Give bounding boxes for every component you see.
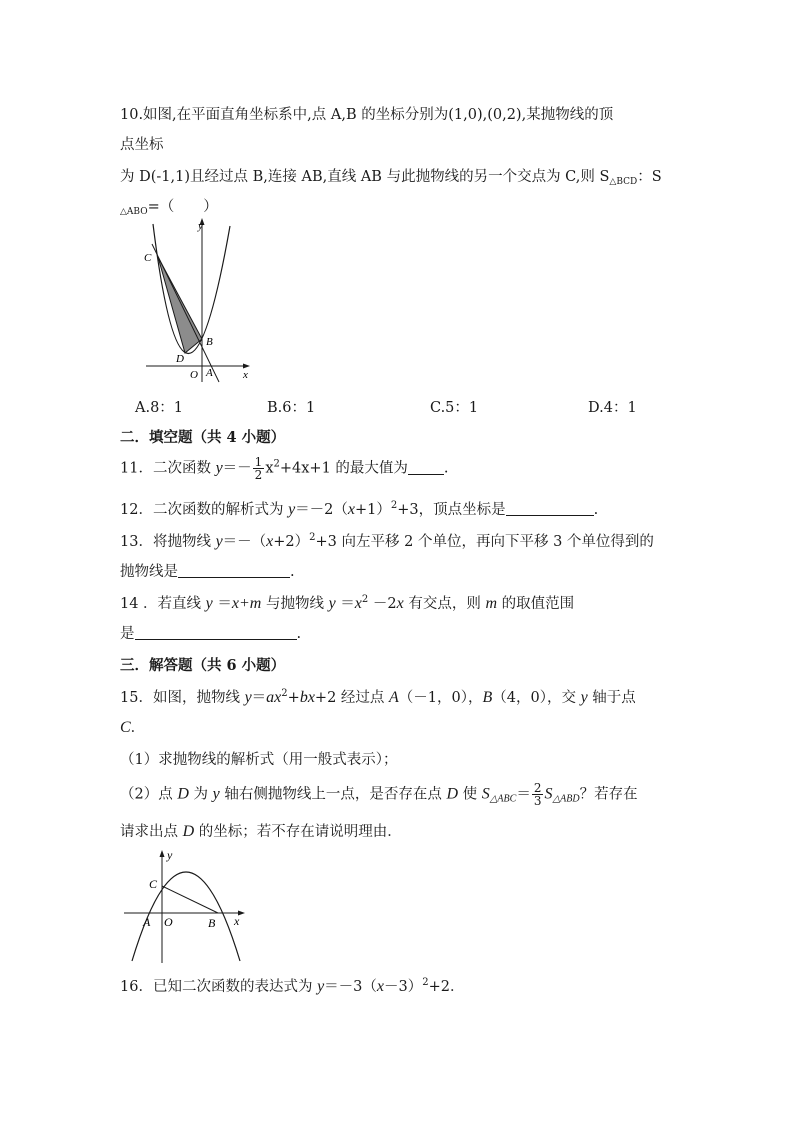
q15-point-b: B bbox=[482, 689, 493, 706]
q12-answer-blank[interactable] bbox=[506, 501, 594, 516]
q14-answer-blank[interactable] bbox=[135, 625, 297, 640]
q15-line2 bbox=[120, 716, 145, 737]
q15-num: 2 bbox=[533, 781, 542, 795]
q10-option-b[interactable]: B.6：1 bbox=[267, 400, 316, 416]
q15-fraction bbox=[532, 782, 544, 807]
q13-line2-text: 抛物线是 bbox=[120, 564, 178, 580]
q10-fig-c-label: C bbox=[144, 252, 152, 264]
q10-figure bbox=[140, 214, 258, 384]
q14-pre: 14 ．若直线 bbox=[120, 596, 206, 612]
q11-x: x bbox=[265, 460, 274, 477]
q10-fig-x-label: x bbox=[243, 369, 248, 381]
q14-xm: x+m bbox=[231, 595, 262, 612]
q12-x: x bbox=[347, 501, 356, 518]
q15-y2: y bbox=[580, 689, 588, 706]
q16-x: x bbox=[376, 978, 385, 995]
q15-b-coord: （4，0），交 bbox=[492, 690, 581, 706]
q15-p3-post: 的坐标；若不存在请说明理由． bbox=[194, 824, 402, 840]
q16-y: y bbox=[317, 978, 325, 995]
q14-y2: y bbox=[328, 595, 336, 612]
q13-exp: 2 bbox=[309, 532, 316, 543]
q10-colon: ：S bbox=[637, 169, 662, 185]
q11-fraction bbox=[253, 456, 265, 481]
q15-p2-d: ？若存在 bbox=[579, 786, 638, 803]
q13-rest2: +3 向左平移 2 个单位，再向下平移 3 个单位得到的 bbox=[315, 534, 654, 550]
q10-fig-a-label: A bbox=[206, 367, 213, 379]
q11 bbox=[120, 456, 449, 481]
q15-sub1: △ABC bbox=[489, 793, 517, 805]
q14-tail2: 有交点，则 bbox=[403, 596, 486, 612]
q14-eq2: ＝ bbox=[335, 596, 355, 612]
q14-exp: 2 bbox=[361, 594, 369, 605]
q10-fig-d-label: D bbox=[176, 353, 184, 365]
q12-period: . bbox=[593, 502, 599, 518]
q15-fig-a-label: A bbox=[143, 915, 151, 929]
q16-rest: －3） bbox=[384, 979, 423, 995]
q15-dot: ． bbox=[130, 720, 146, 736]
q15-p3-pre: 请求出点 bbox=[120, 824, 183, 840]
q15-part3 bbox=[120, 820, 402, 841]
q15-fig-x-label: x bbox=[234, 914, 240, 928]
q15-p2-c: 使 bbox=[458, 786, 482, 803]
q15-p2-b: 轴右侧抛物线上一点，是否存在点 bbox=[219, 786, 447, 803]
q11-den: 2 bbox=[254, 468, 263, 482]
q14-period: . bbox=[296, 626, 302, 642]
q14-line2-text: 是 bbox=[120, 626, 135, 642]
q15-eq: ＝ bbox=[251, 690, 267, 706]
q10-sub-abo: △ABO bbox=[120, 207, 148, 217]
q11-y: y bbox=[215, 459, 223, 477]
q15-ax: ax bbox=[266, 689, 282, 706]
q14-m: m bbox=[485, 595, 497, 612]
q14-line2 bbox=[120, 622, 301, 643]
q15-s1: S bbox=[481, 785, 490, 803]
q15-line1 bbox=[120, 686, 636, 707]
q10-sub-bcd: △BCD bbox=[609, 177, 638, 187]
q13-line2 bbox=[120, 560, 295, 581]
q16-eq: ＝－3（ bbox=[324, 979, 377, 995]
q10-fig-y-label: y bbox=[198, 220, 203, 232]
q12-pre: 12．二次函数的解析式为 bbox=[120, 502, 289, 518]
q10-option-a[interactable]: A.8：1 bbox=[135, 400, 184, 416]
q16 bbox=[120, 975, 465, 996]
q14-end: 的取值范围 bbox=[497, 596, 575, 612]
q15-eq2: ＝ bbox=[516, 786, 531, 803]
q14-x3: x bbox=[396, 595, 404, 612]
q10-line1: 10.如图,在平面直角坐标系中,点 A,B 的坐标分别为(1,0),(0,2),某抛物线的顶 bbox=[120, 107, 614, 123]
q15-den: 3 bbox=[533, 794, 542, 808]
q11-period: . bbox=[443, 460, 449, 477]
q11-eq: ＝－ bbox=[222, 460, 252, 477]
q11-exp: 2 bbox=[273, 458, 280, 470]
q12-exp: 2 bbox=[390, 500, 398, 511]
q15-fig-y-label: y bbox=[167, 848, 173, 862]
q15-y: y bbox=[244, 689, 252, 706]
q15-exp: 2 bbox=[281, 688, 288, 699]
q10-line3-text: 为 D(-1,1)且经过点 B,连接 AB,直线 AB 与此抛物线的另一个交点为 C,则 S bbox=[120, 169, 610, 185]
q13-period: . bbox=[290, 564, 295, 580]
section3-heading: 三．解答题（共 6 小题） bbox=[120, 657, 286, 674]
q15-pre: 15．如图，抛物线 bbox=[120, 690, 245, 706]
q12-rest: +1） bbox=[355, 502, 391, 518]
q10-fig-b-label: B bbox=[206, 336, 213, 348]
q15-d3: D bbox=[182, 823, 195, 840]
q13-pre: 13．将抛物线 bbox=[120, 534, 216, 550]
q14-mid: 与抛物线 bbox=[261, 596, 329, 612]
q15-plus: + bbox=[287, 690, 300, 706]
q11-answer-blank[interactable] bbox=[408, 460, 444, 475]
q15-figure bbox=[118, 845, 250, 965]
q15-fig-c-label: C bbox=[149, 877, 158, 891]
q12-rest2: +3，顶点坐标是 bbox=[397, 502, 506, 518]
q14-eq1: ＝ bbox=[212, 596, 232, 612]
q10-fig-o-label: O bbox=[190, 369, 198, 381]
q15-p2-a: 为 bbox=[188, 786, 213, 803]
q16-exp: 2 bbox=[422, 977, 429, 988]
q15-point-c: C bbox=[120, 719, 131, 736]
q11-rest: +4x+1 的最大值为 bbox=[279, 460, 408, 477]
q12-y: y bbox=[288, 501, 296, 518]
q10-option-c[interactable]: C.5：1 bbox=[430, 400, 479, 416]
q11-pre: 11．二次函数 bbox=[120, 460, 216, 477]
q16-rest2: +2． bbox=[428, 979, 465, 995]
q14-line1 bbox=[120, 592, 574, 613]
q15-d2: D bbox=[446, 785, 459, 803]
q15-fig-o-label: O bbox=[164, 915, 173, 929]
q15-p2-pre: （2）点 bbox=[120, 786, 178, 803]
q15-rest: +2 经过点 bbox=[314, 690, 390, 706]
q10-option-d[interactable]: D.4：1 bbox=[588, 400, 637, 416]
q13-x: x bbox=[266, 533, 274, 550]
q14-y1: y bbox=[205, 595, 213, 612]
q15-bx: bx bbox=[299, 689, 315, 706]
section2-heading: 二．填空题（共 4 小题） bbox=[120, 429, 286, 446]
q15-part1: （1）求抛物线的解析式（用一般式表示）； bbox=[120, 752, 398, 768]
q15-axis: 轴于点 bbox=[587, 690, 636, 706]
q13-y: y bbox=[215, 533, 223, 550]
q13-rest: +2） bbox=[273, 534, 310, 550]
q15-s2: S bbox=[544, 785, 553, 803]
q12 bbox=[120, 498, 598, 519]
q11-num: 1 bbox=[254, 455, 263, 469]
q13-line1 bbox=[120, 530, 654, 551]
q15-y3: y bbox=[212, 785, 220, 803]
q13-eq: ＝－（ bbox=[222, 534, 267, 550]
q10-tail: =（ ） bbox=[147, 199, 218, 215]
q15-fig-b-label: B bbox=[208, 916, 216, 930]
q10-line2: 点坐标 bbox=[120, 137, 164, 153]
q14-x2: x bbox=[354, 595, 362, 612]
q15-part2 bbox=[120, 782, 638, 807]
q15-sub2: △ABD bbox=[552, 793, 580, 805]
q16-pre: 16．已知二次函数的表达式为 bbox=[120, 979, 318, 995]
q10-line3 bbox=[120, 165, 662, 187]
q15-a-coord: （－1，0）， bbox=[398, 690, 483, 706]
q14-tail: －2 bbox=[368, 596, 397, 612]
q13-answer-blank[interactable] bbox=[178, 563, 290, 578]
q15-point-a: A bbox=[389, 689, 399, 706]
q12-eq: ＝－2（ bbox=[295, 502, 348, 518]
q15-d1: D bbox=[177, 785, 189, 803]
